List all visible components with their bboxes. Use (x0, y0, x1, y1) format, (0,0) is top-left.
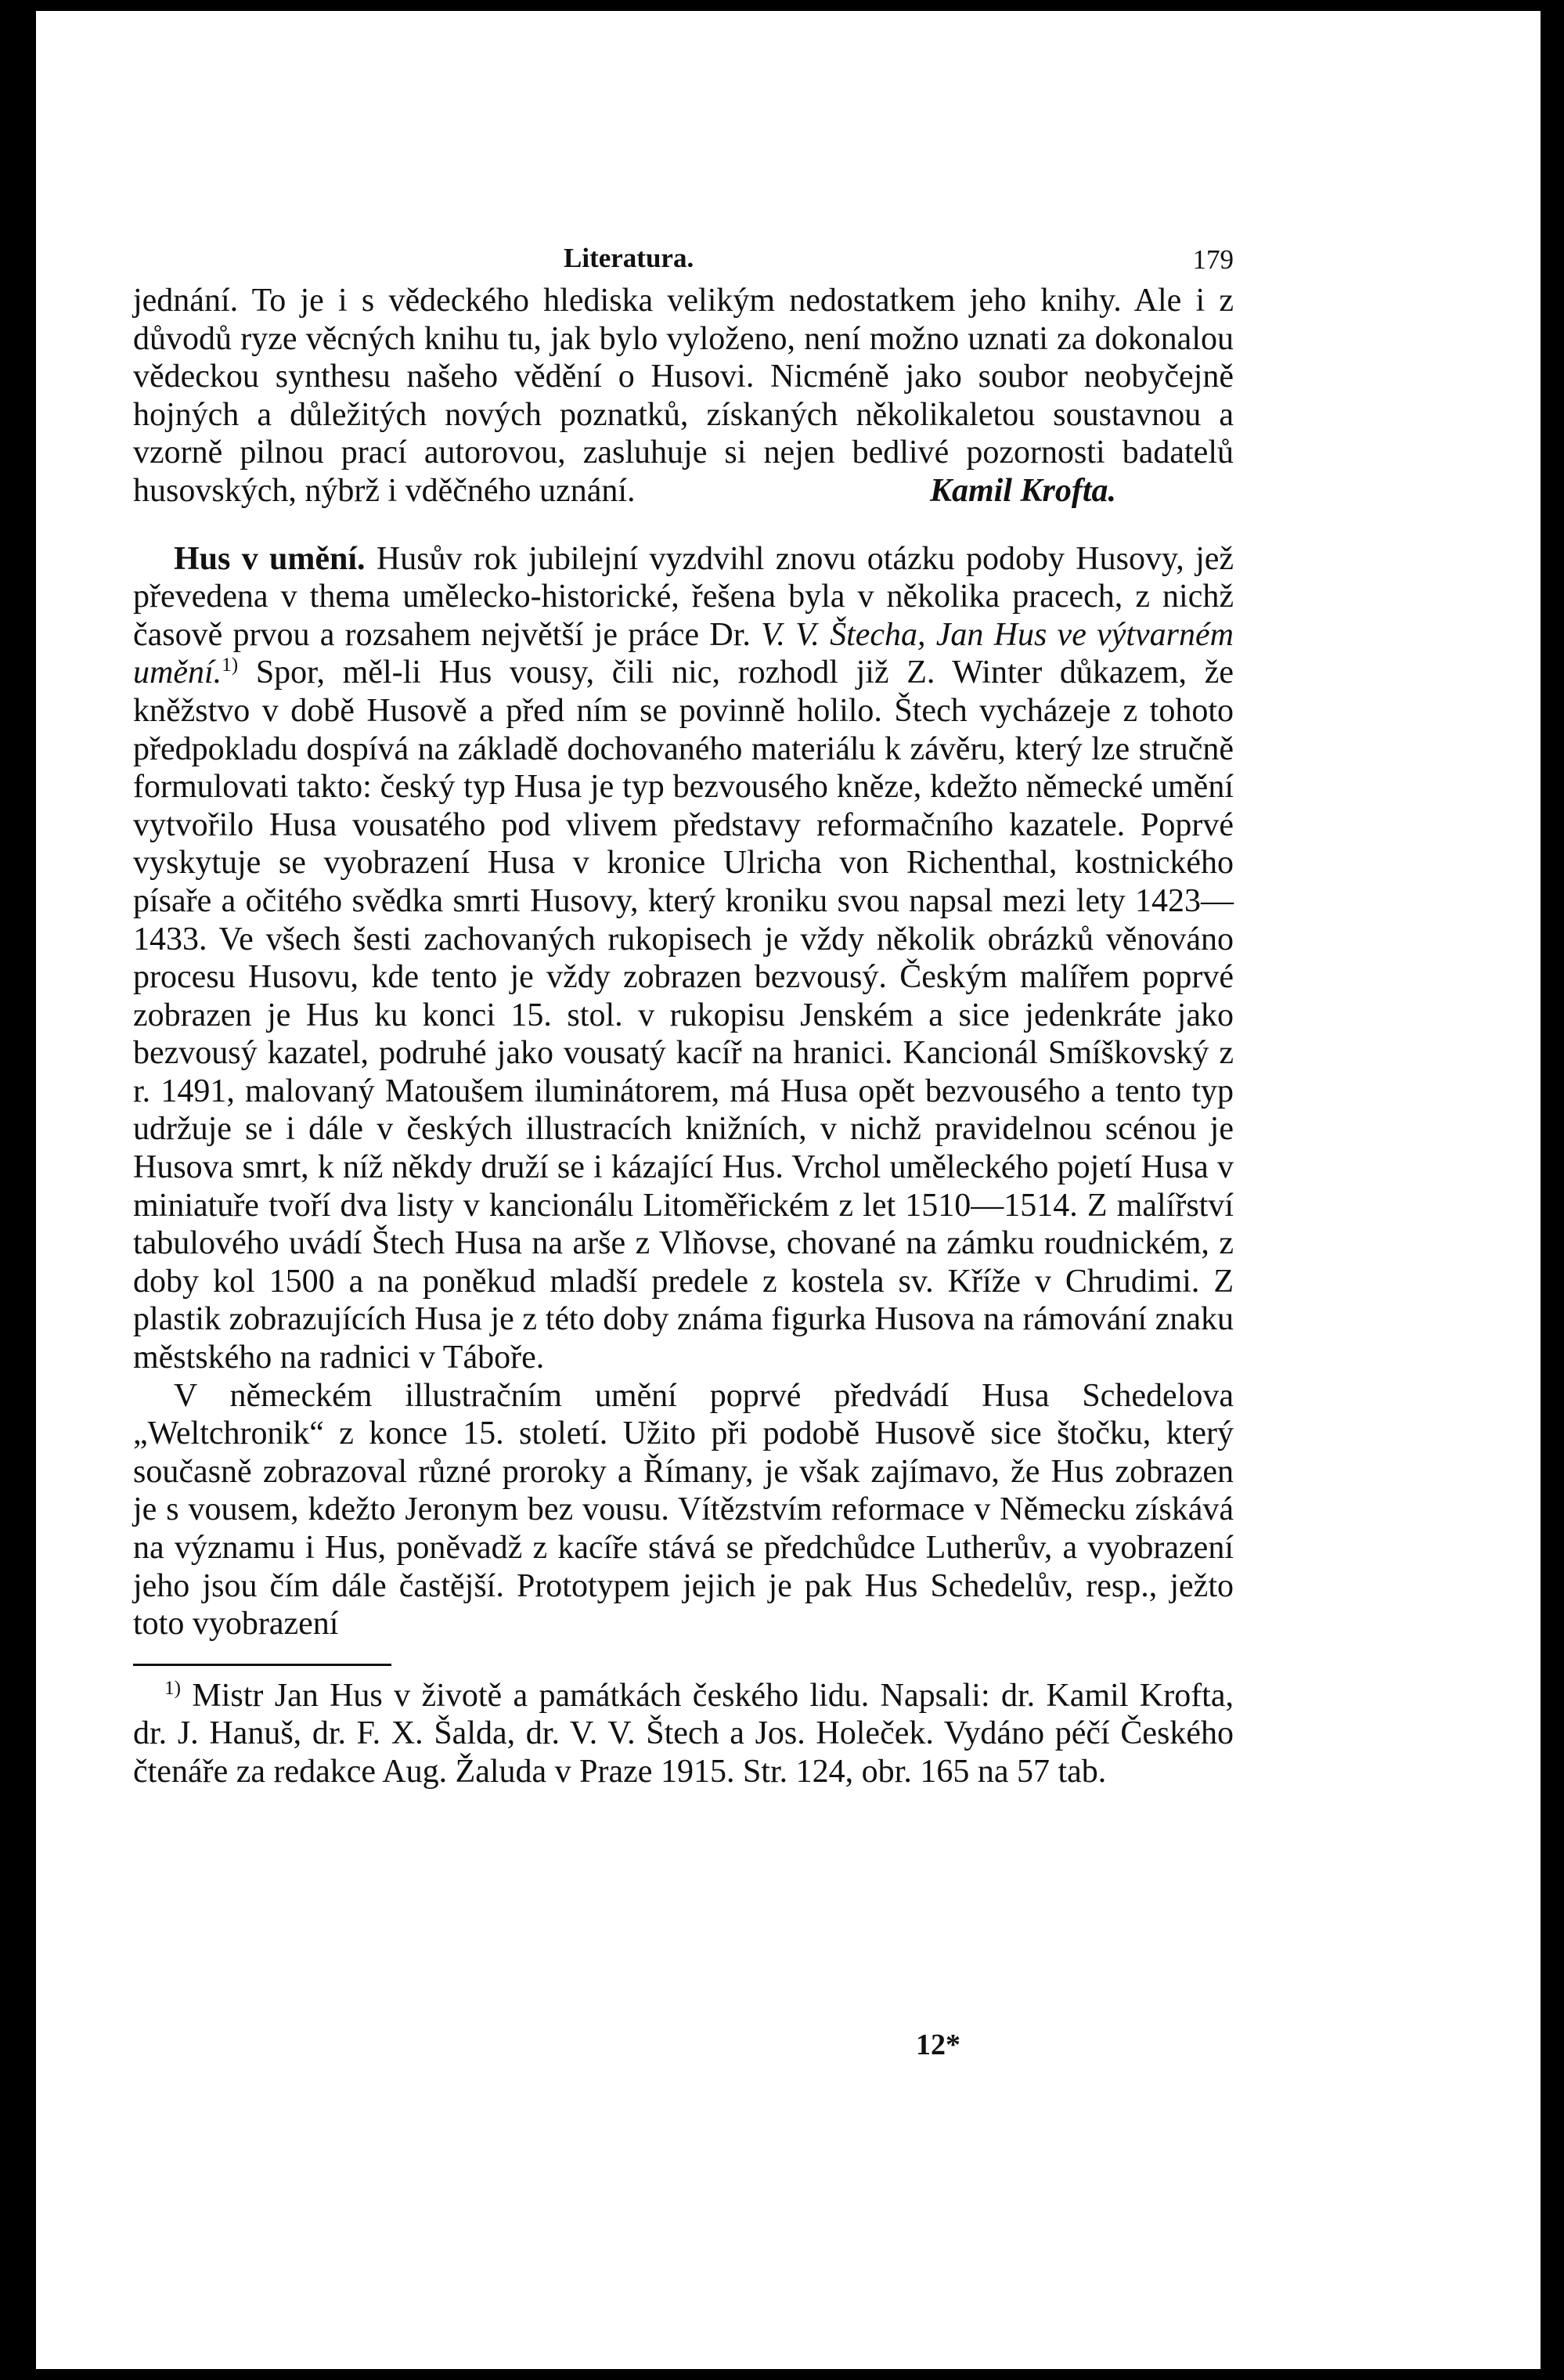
scan-frame-top (0, 0, 1564, 11)
running-head (133, 235, 1234, 282)
review-text: jednání. To je i s vědeckého hlediska velikým nedostatkem jeho knihy. Ale i z důvodů ryze věcných knihu tu, jak bylo vyloženo, není možno uznati za dokonalou vědeckou synthesu našeho vědění o Husovi. Nicméně jako soubor neobyčejně hojných a důležitých nových poznatků, získaných několikaletou soustavnou a vzorně pilnou prací autorovou, zasluhuje si nejen bedlivé pozornosti badatelů husovských, nýbrž i vděčného uznání. (133, 283, 1234, 509)
book-page (133, 235, 1234, 1791)
scan-frame-right (1541, 0, 1564, 2380)
footnote (133, 1677, 1234, 1791)
page-body (133, 282, 1234, 1791)
footnote-marker: 1) (164, 1677, 181, 1699)
paragraph-text-a: Husův rok jubilejní vyzdvihl znovu otázku podoby Husovy, jež převedena v thema umělecko-historické, řešena byla v několika pracech, z nichž časově prvou a rozsahem největší je práce Dr. (133, 540, 1234, 653)
printer-signature-mark: 12* (916, 2028, 960, 2061)
work-reference: V. V. Štecha, Jan Hus ve výtvarném umění. (133, 616, 1234, 691)
section-heading: Hus v umění. (174, 540, 366, 577)
paragraph-german-art (133, 1377, 1234, 1643)
paragraph-text: V německém illustračním umění poprvé předvádí Husa Schedelova „Weltchronik“ z konce 15. století. Užito při podobě Husově sice štočku, který současně zobrazoval různé proroky a Římany, je však zajímavo, že Hus zobrazen je s vousem, kdežto Jeronym bez vousu. Vítězstvím reformace v Německu získává na významu i Hus, poněvadž z kacíře stává se předchůdce Lutherův, a vyobrazení jeho jsou čím dále častější. Prototypem jejich je pak Hus Schedelův, resp., ježto toto vyobrazení (133, 1377, 1234, 1643)
paragraph-hus-in-art (133, 540, 1234, 1377)
footnote-divider (133, 1664, 391, 1666)
reviewer-signature: Kamil Krofta. (929, 472, 1116, 509)
page-number: 179 (1192, 244, 1234, 275)
paragraph-text-b: Spor, měl-li Hus vousy, čili nic, rozhodl již Z. Winter důkazem, že kněžstvo v době Husově a před ním se povinně holilo. Štech vycházeje z tohoto předpokladu dospívá na základě dochovaného materiálu k závěru, který lze stručně formulovati takto: český typ Husa je typ bezvousého kněze, kdežto německé umění vytvořilo Husa vousatého pod vlivem představy reformačního kazatele. Poprvé vyskytuje se vyobrazení Husa v kronice Ulricha von Richenthal, kostnického písaře a očitého svědka smrti Husovy, který kroniku svou napsal mezi lety 1423—1433. Ve všech šesti zachovaných rukopisech je vždy několik obrázků věnováno procesu Husovu, kde tento je vždy zobrazen bezvousý. Českým malířem poprvé zobrazen je Hus ku konci 15. stol. v rukopisu Jenském a sice jedenkráte jako bezvousý kazatel, podruhé jako vousatý kacíř na hranici. Kancionál Smíškovský z r. 1491, malovaný Matoušem iluminátorem, má Husa opět bezvousého a tento typ udržuje se i dále v českých illustracích knižních, v nichž pravidelnou scénou je Husova smrt, k níž někdy druží se i kázající Hus. Vrchol uměleckého pojetí Husa v miniatuře tvoří dva listy v kancionálu Litoměřickém z let 1510—1514. Z malířství tabulového uvádí Štech Husa na arše z Vlňovse, chované na zámku roudnickém, z doby kol 1500 a na poněkud mladší predele z kostela sv. Kříže v Chrudimi. Z plastik zobrazujících Husa je z této doby známa figurka Husova na rámování znaku městského na radnici v Táboře. (133, 654, 1234, 1376)
scan-frame-left (0, 0, 36, 2380)
running-title: Literatura. (564, 243, 694, 273)
footnote-reference: 1) (222, 654, 239, 676)
footnote-text: Mistr Jan Hus v životě a památkách českého lidu. Napsali: dr. Kamil Krofta, dr. J. Hanuš, dr. F. X. Šalda, dr. V. V. Štech a Jos. Holeček. Vydáno péčí Českého čtenáře za redakce Aug. Žaluda v Praze 1915. Str. 124, obr. 165 na 57 tab. (133, 1677, 1234, 1790)
scan-frame-bottom (0, 2369, 1564, 2380)
